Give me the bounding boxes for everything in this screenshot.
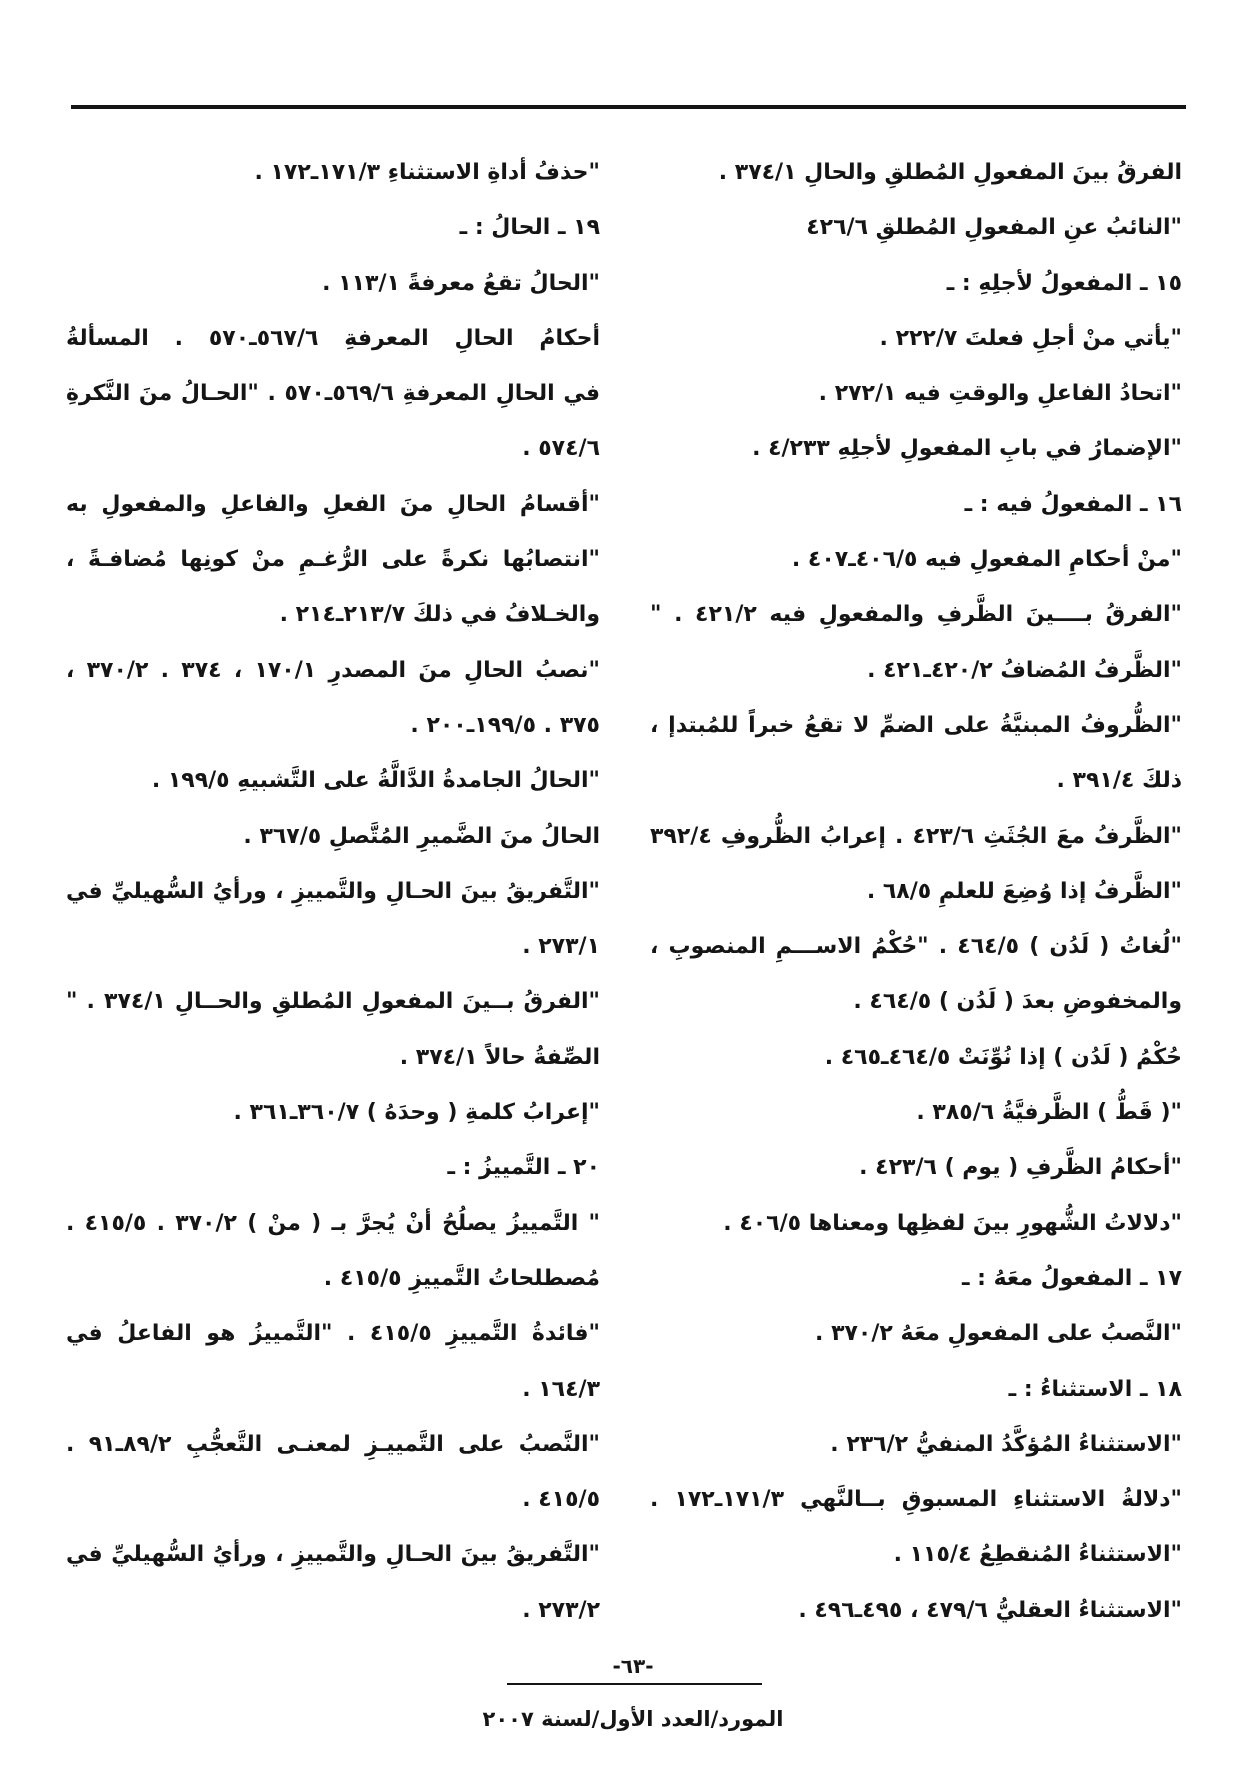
index-entry-line: والمخفوضِ بعدَ ( لَدُن ) ٤٦٤/٥ .	[853, 989, 1182, 1015]
index-entry-line: ٥٧٤/٦ .	[522, 436, 600, 462]
index-entry-line: "الحالُ الجامدةُ الدَّالَّةُ على التَّشبيهِ ١٩٩/٥ .	[151, 768, 600, 794]
index-entry-line: "فائدةُ التَّمييزِ ٤١٥/٥ . "التَّمييزُ هو الفاعلُ في	[66, 1321, 600, 1347]
section-heading: ١٦ ـ المفعولُ فيه : ـ	[964, 491, 1182, 517]
index-entry-line: في الحالِ المعرفةِ ٥٦٩/٦ـ٥٧٠ . "الحـالُ منَ النَّكرةِ	[66, 381, 600, 407]
index-entry-line: "لُغاتُ ( لَدُن ) ٤٦٤/٥ . "حُكْمُ الاســـمِ المنصوبِ ،	[650, 934, 1182, 960]
index-entry-line: "أقسامُ الحالِ منَ الفعلِ والفاعلِ والمفعولِ به	[66, 491, 600, 517]
index-entry-line: "حذفُ أداةِ الاستثناءِ ١٧١/٣ـ١٧٢ .	[254, 160, 600, 185]
index-entry-line: "( قَطُّ ) الظَّرفيَّةُ ٣٨٥/٦ .	[916, 1100, 1182, 1126]
index-entry-line: ٤١٥/٥ .	[522, 1487, 600, 1513]
section-heading: ١٥ ـ المفعولُ لأجلِهِ : ـ	[946, 270, 1182, 296]
index-entry-line: حُكْمُ ( لَدُن ) إذا نُوِّنَتْ ٤٦٤/٥ـ٤٦٥ .	[824, 1044, 1182, 1070]
index-column-right	[650, 145, 1182, 1638]
section-heading: ١٧ ـ المفعولُ معَهُ : ـ	[961, 1265, 1182, 1291]
index-entry-line: "إعرابُ كلمةِ ( وحدَهُ ) ٣٦٠/٧ـ٣٦١ .	[233, 1100, 600, 1126]
index-entry-line: "التَّفريقُ بينَ الحـالِ والتَّمييزِ ، ورأيُ السُّهيليِّ في	[66, 1542, 600, 1568]
index-entry-line: ١٦٤/٣ .	[522, 1376, 600, 1402]
section-heading: ١٩ ـ الحالُ : ـ	[459, 215, 600, 241]
index-entry-line: مُصطلحاتُ التَّمييزِ ٤١٥/٥ .	[323, 1265, 600, 1291]
section-heading: ١٨ ـ الاستثناءُ : ـ	[1008, 1376, 1182, 1402]
index-entry-line: "الظَّرفُ إذا وُضِعَ للعلمِ ٦٨/٥ .	[866, 878, 1182, 904]
index-entry-line: "الإضمارُ في بابِ المفعولِ لأجلِهِ ٤/٢٣٣ .	[752, 436, 1182, 462]
index-entry-line: "دلالاتُ الشُّهورِ بينَ لفظِها ومعناها ٤٠٦/٥ .	[723, 1210, 1182, 1236]
index-entry-line: "انتصابُها نكرةً على الرُّغـمِ منْ كونِها مُضافـةً ،	[66, 547, 600, 573]
index-entry-line: " التَّمييزُ يصلُحُ أنْ يُجرَّ بـ ( منْ ) ٣٧٠/٢ . ٤١٥/٥ .	[66, 1210, 600, 1236]
index-entry-line: "الاستثناءُ العقليُّ ٤٧٩/٦ ، ٤٩٥ـ٤٩٦ .	[798, 1597, 1182, 1623]
index-entry-line: "الظَّرفُ معَ الجُثَثِ ٤٢٣/٦ . إعرابُ الظُّروفِ ٣٩٢/٤	[650, 823, 1182, 849]
index-entry-line: والخـلافُ في ذلكَ ٢١٣/٧ـ٢١٤ .	[279, 602, 600, 628]
index-entry-line: ٢٧٣/٢ .	[522, 1597, 600, 1623]
section-heading: ٢٠ ـ التَّمييزُ : ـ	[447, 1155, 600, 1181]
header-rule	[71, 105, 1186, 109]
index-entry-line: الصِّفةُ حالاً ٣٧٤/١ .	[399, 1044, 600, 1070]
index-entry-line: "نصبُ الحالِ منَ المصدرِ ١٧٠/١ ، ٣٧٤ . ٣٧٠/٢ ،	[66, 657, 600, 683]
index-entry-line: "التَّفريقُ بينَ الحـالِ والتَّمييزِ ، ورأيُ السُّهيليِّ في	[66, 878, 600, 904]
index-entry-line: "النَّصبُ على المفعولِ معَهُ ٣٧٠/٢ .	[815, 1321, 1182, 1347]
index-entry-line: ٣٧٥ . ١٩٩/٥ـ٢٠٠ .	[410, 712, 600, 738]
index-entry-line: "النَّصبُ على التَّمييـزِ لمعنـى التَّعجُّبِ ٨٩/٢ـ٩١ .	[66, 1431, 600, 1457]
page-number: -٦٣-	[612, 1654, 654, 1678]
index-entry-line: ذلكَ ٣٩١/٤ .	[1056, 768, 1182, 794]
index-entry-line: الحالُ منَ الضَّميرِ المُتَّصلِ ٣٦٧/٥ .	[243, 823, 600, 849]
index-entry-line: "الفرقُ بــــينَ الظَّرفِ والمفعولِ فيه ٤٢١/٢ . "	[650, 602, 1182, 628]
index-entry-line: أحكامُ الحالِ المعرفةِ ٥٦٧/٦ـ٥٧٠ . المسألةُ	[66, 325, 600, 351]
index-entry-line: "دلالةُ الاستثناءِ المسبوقِ بــالنَّهي ١٧١/٣ـ١٧٢ .	[650, 1487, 1182, 1513]
index-entry-line: "منْ أحكامِ المفعولِ فيه ٤٠٦/٥ـ٤٠٧ .	[791, 547, 1182, 573]
index-entry-line: "النائبُ عنِ المفعولِ المُطلقِ ٤٢٦/٦	[806, 215, 1182, 241]
index-entry-line: "الحالُ تقعُ معرفةً ١١٣/١ .	[322, 270, 600, 296]
index-entry-line: "أحكامُ الظَّرفِ ( يوم ) ٤٢٣/٦ .	[859, 1155, 1182, 1181]
index-entry-line: "الاستثناءُ المُنقطِعُ ١١٥/٤ .	[893, 1542, 1182, 1568]
footer-rule	[507, 1683, 762, 1685]
index-entry-line: الفرقُ بينَ المفعولِ المُطلقِ والحالِ ٣٧٤/١ .	[718, 160, 1182, 185]
index-entry-line: "الظُّروفُ المبنيَّةُ على الضمِّ لا تقعُ خبراً للمُبتدإ ،	[650, 712, 1182, 738]
index-entry-line: ٢٧٣/١ .	[522, 934, 600, 960]
index-column-left	[66, 145, 600, 1638]
index-entry-line: "اتحادُ الفاعلِ والوقتِ فيه ٢٧٢/١ .	[818, 381, 1182, 407]
index-entry-line: "الظَّرفُ المُضافُ ٤٢٠/٢ـ٤٢١ .	[867, 657, 1182, 683]
journal-citation: المورد/العدد الأول/لسنة ٢٠٠٧	[482, 1707, 784, 1731]
index-entry-line: "الاستثناءُ المُؤكَّدُ المنفيُّ ٢٣٦/٢ .	[830, 1431, 1182, 1457]
index-entry-line: "يأتي منْ أجلِ فعلتَ ٢٢٢/٧ .	[879, 325, 1182, 351]
index-entry-line: "الفرقُ بــينَ المفعولِ المُطلقِ والحــالِ ٣٧٤/١ . "	[66, 989, 600, 1015]
